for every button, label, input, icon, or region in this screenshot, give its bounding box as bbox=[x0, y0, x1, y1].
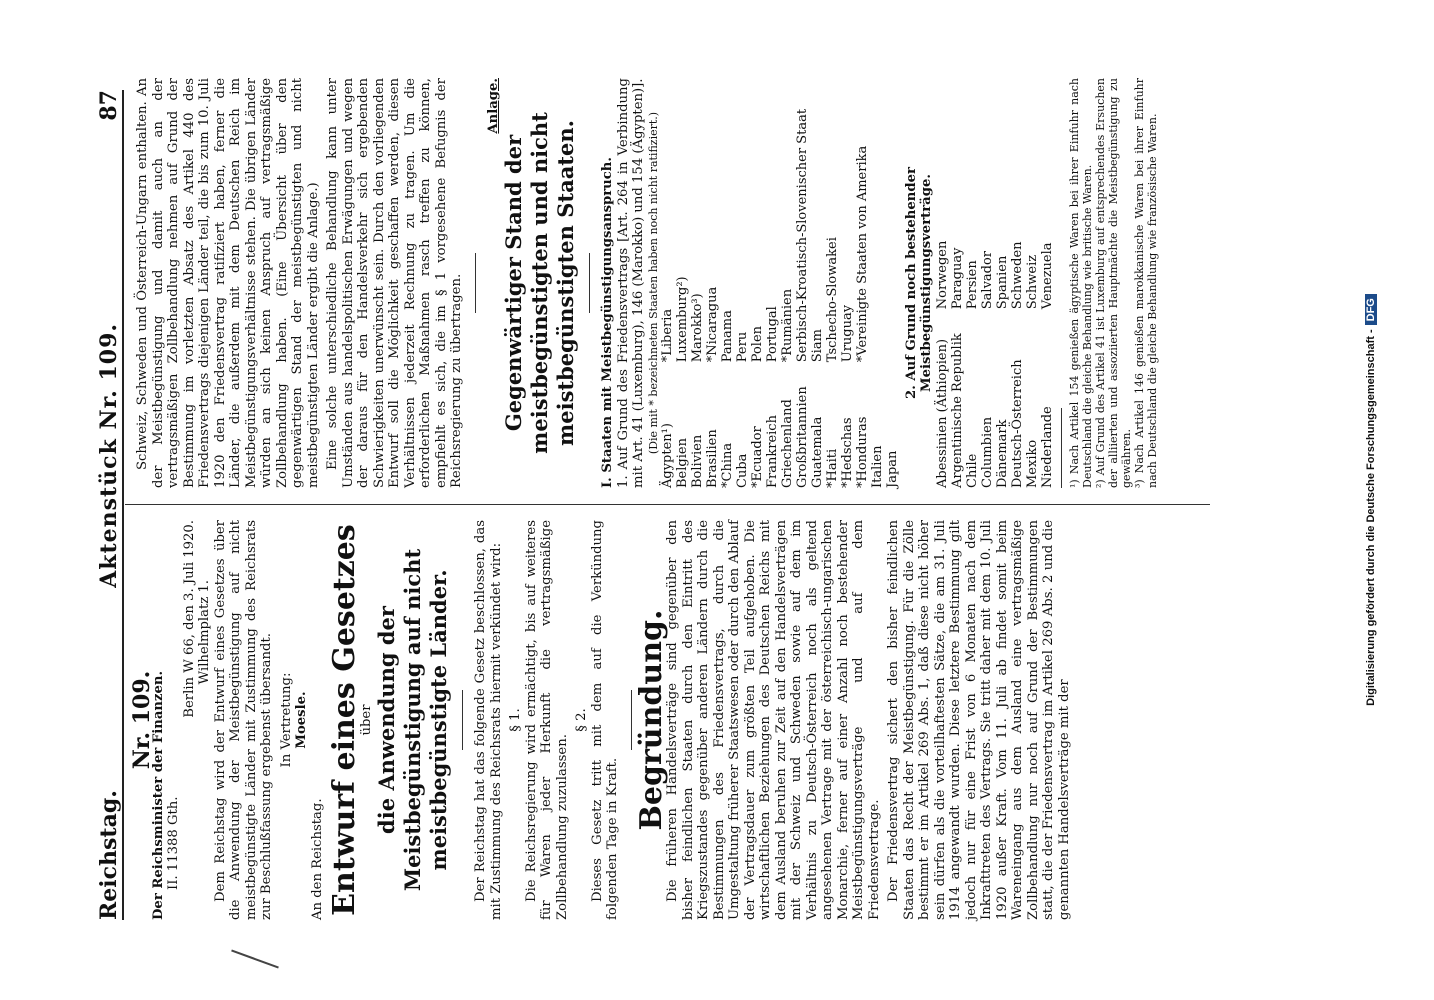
sender: Der Reichsminister der Finanzen. bbox=[150, 670, 166, 920]
state-item: Peru bbox=[734, 331, 750, 363]
state-item: Tschecho-Slowakei bbox=[824, 237, 840, 363]
header-left: Reichstag. bbox=[96, 790, 122, 920]
section-1-2: 2. Auf Grund noch bestehender Meistbegünstigungsverträge. bbox=[903, 167, 934, 399]
anlage-title: Gegenwärtiger Stand der meistbegünstigten und nicht meistbegünstigten Staaten. bbox=[501, 112, 578, 454]
state-item: Salvador bbox=[979, 250, 995, 310]
addressee: An den Reichstag. bbox=[309, 798, 325, 920]
separator bbox=[475, 253, 476, 313]
state-item: *Liberia bbox=[659, 308, 675, 363]
state-item: *Rumänien bbox=[779, 288, 795, 363]
state-item: Japan bbox=[884, 450, 900, 488]
para-1-head: § 1. bbox=[508, 708, 523, 732]
state-item: Frankreich bbox=[764, 415, 780, 488]
reference: II. 11388 Gth. bbox=[166, 796, 181, 890]
separator bbox=[589, 253, 590, 313]
states-list-2 bbox=[935, 78, 1055, 488]
separator bbox=[631, 690, 632, 750]
states-list-1 bbox=[660, 78, 900, 488]
para-1: Die Reichsregierung wird ermächtigt, bis auf weiteres für Waren jeder Herkunft die vertragsmäßige Zollbehandlung zuzulassen. bbox=[523, 520, 570, 920]
state-item: *Vereinigte Staaten von Amerika bbox=[854, 145, 870, 363]
state-item: Spanien bbox=[994, 255, 1010, 310]
state-item: Ägypten¹) bbox=[659, 423, 675, 488]
left-column bbox=[129, 520, 1076, 920]
para-2-head: § 2. bbox=[574, 708, 589, 732]
state-item: Polen bbox=[749, 325, 765, 363]
address: Wilhelmplatz 1. bbox=[197, 580, 212, 685]
para-2: Dieses Gesetz tritt mit dem auf die Verkündung folgenden Tage in Kraft. bbox=[589, 520, 620, 920]
state-item: Italien bbox=[869, 445, 885, 488]
anlage-label: Anlage. bbox=[485, 78, 501, 134]
law-subtitle: die Anwendung der Meistbegünstigung auf nicht meistbegünstigte Länder. bbox=[374, 548, 451, 892]
states-list-a bbox=[660, 386, 900, 488]
state-item: Venezuela bbox=[1039, 242, 1055, 310]
state-item: *China bbox=[719, 442, 735, 488]
column-divider bbox=[125, 504, 1210, 505]
pen-mark bbox=[231, 950, 279, 969]
right-column bbox=[135, 78, 1159, 488]
dfg-logo: DFG bbox=[1365, 294, 1377, 325]
state-item: Belgien bbox=[674, 438, 690, 488]
state-item: Brasilien bbox=[704, 429, 720, 488]
state-item: Argentinische Republik bbox=[949, 333, 965, 488]
in-vertretung: In Vertretung: bbox=[278, 672, 294, 768]
place-date: Berlin W 66, den 3. Juli 1920. bbox=[181, 520, 197, 718]
page-header bbox=[92, 90, 124, 920]
state-item: Chile bbox=[964, 453, 980, 488]
state-item: Mexiko bbox=[1024, 439, 1040, 488]
begruendung-cont: Schweiz, Schweden und Österreich-Ungarn enthalten. An der Meistbegünstigung und damit auch an der vertragsmäßigen Zollbehandlung nehmen auf Grund der Bestimmung im vorletzten Absatz des Artikel 440 des Friedensvertrags diejenigen Länder teil, die bis zum 10. Juli 1920 den Friedensvertrag ratifiziert haben, ferner die Länder, die außerdem mit dem Deutschen Reich im Meistbegünstigungsverhältnisse stehen. Die übrigen Länder würden an sich keinen Anspruch auf vertragsmäßige Zollbehandlung haben. (Eine Übersicht über den gegenwärtigen Stand der meistbegünstigten und nicht meistbegünstigten Länder ergibt die Anlage.) bbox=[135, 78, 321, 488]
law-title: Entwurf eines Gesetzes bbox=[327, 524, 362, 916]
header-center: Aktenstück Nr. 109. bbox=[96, 322, 122, 588]
state-item: *Nicaragua bbox=[704, 286, 720, 363]
state-item: Dänemark bbox=[994, 419, 1010, 488]
ueber: über bbox=[358, 704, 374, 736]
state-item: Norwegen bbox=[934, 240, 950, 310]
footnote-3: ³) Nach Artikel 146 genießen marokkanische Waren bei ihrer Einfuhr nach Deutschland die gleiche Behandlung wie französische Waren. bbox=[1132, 78, 1159, 488]
states-list-b bbox=[660, 109, 900, 362]
footnote-rule bbox=[1061, 408, 1062, 488]
begruendung-title: Begründung. bbox=[633, 609, 669, 831]
state-item: Panama bbox=[719, 310, 735, 363]
begruendung-2: Der Friedensvertrag sichert den bisher feindlichen Staaten das Recht der Meistbegünstigung. Für die Zölle bestimmt er im Artikel 269 Abs. 1, daß diese nicht höher sein dürfen als die vorteilhaftesten Sätze, die am 31. Juli 1914 angewandt wurden. Diese letztere Bestimmung gilt jedoch nur für eine Frist von 6 Monaten nach dem Inkrafttreten des Vertrags. Sie tritt daher mit dem 10. Juli 1920 außer Kraft. Vom 11. Juli ab findet somit beim Wareneingang aus dem Ausland eine vertragsmäßige Zollbehandlung nur noch auf Grund der Bestimmungen statt, die der Friedensvertrag im Artikel 269 Abs. 2 und die genannten Handelsverträge mit der bbox=[886, 520, 1072, 920]
state-item: Abessinien (Äthiopien) bbox=[934, 338, 950, 488]
state-item: *Honduras bbox=[854, 416, 870, 488]
state-item: Uruguay bbox=[839, 304, 855, 363]
state-item: Portugal bbox=[764, 306, 780, 363]
state-item: Columbien bbox=[979, 416, 995, 488]
ratification-note: (Die mit * bezeichneten Staaten haben noch nicht ratifiziert.) bbox=[646, 111, 660, 455]
begruendung-1: Die früheren Handelsverträge sind gegenüber den bisher feindlichen Staaten durch den Eintritt des Kriegszustandes gegenüber anderen Ländern durch die Bestimmungen des Friedensvertrags, durch die Umgestaltung früherer Staatswesen oder durch den Ablauf der Vertragsdauer zum größten Teil aufgehoben. Die wirtschaftlichen Beziehungen des Deutschen Reichs mit dem Ausland beruhen zur Zeit auf den Handelsverträgen mit der Schweiz und Schweden sowie auf dem im Verhältnis zu Deutsch-Österreich noch als geltend angesehenen Vertrage mit der österreichisch-ungarischen Monarchie, ferner auf einer Anzahl noch bestehender Meistbegünstigungsverträge und auf dem Friedensvertrage. bbox=[665, 520, 882, 920]
separator bbox=[462, 690, 463, 750]
state-item: Cuba bbox=[734, 453, 750, 488]
state-item: *Hedschas bbox=[839, 417, 855, 488]
state-item: Griechenland bbox=[779, 399, 795, 488]
states-list-c bbox=[935, 333, 1055, 488]
state-item: Schweiz bbox=[1024, 254, 1040, 310]
preamble: Der Reichstag hat das folgende Gesetz beschlossen, das mit Zustimmung des Reichsrats hiermit verkündet wird: bbox=[473, 520, 504, 920]
state-item: Paraguay bbox=[949, 247, 965, 310]
cover-letter: Dem Reichstag wird der Entwurf eines Gesetzes über die Anwendung der Meistbegünstigung auf nicht meistbegünstigte Länder mit Zustimmung des Reichsrats zur Beschlußfassung ergebenst übersandt. bbox=[212, 520, 274, 920]
state-item: *Ecuador bbox=[749, 426, 765, 488]
state-item: *Haiti bbox=[824, 448, 840, 488]
state-item: Großbritannien bbox=[794, 386, 810, 488]
state-item: Siam bbox=[809, 329, 825, 363]
state-item: Persien bbox=[964, 260, 980, 310]
state-item: Schweden bbox=[1009, 241, 1025, 310]
footnote-1: ¹) Nach Artikel 154 genießen ägyptische Waren bei ihrer Einfuhr nach Deutschland die gleiche Behandlung wie britische Waren. bbox=[1067, 78, 1094, 488]
state-item: Deutsch-Österreich bbox=[1009, 359, 1025, 488]
begruendung-cont-2: Eine solche unterschiedliche Behandlung kann unter Umständen aus handelspolitischen Erwägungen und wegen der daraus für den Handelsverkehr sich ergebenden Schwierigkeiten unerwünscht sein. Durch den vorliegenden Entwurf soll die Möglichkeit geschaffen werden, diesen Verhältnissen jederzeit Rechnung zu tragen. Um die erforderlichen Maßnahmen rasch treffen zu können, empfiehlt es sich, die im § 1 vorgesehene Befugnis der Reichsregierung zu übertragen. bbox=[325, 78, 464, 488]
nr-title: Nr. 109. bbox=[129, 670, 155, 770]
section-1-1: 1. Auf Grund des Friedensvertrags [Art. 264 in Verbindung mit Art. 41 (Luxemburg), 146 (Marokko) und 154 (Ägypten)]. bbox=[615, 78, 646, 488]
state-item: Marokko³) bbox=[689, 293, 705, 363]
state-item: Niederlande bbox=[1039, 406, 1055, 488]
state-item: Luxemburg²) bbox=[674, 276, 690, 363]
signature: Moesle. bbox=[294, 691, 309, 749]
page-number: 87 bbox=[96, 90, 122, 121]
state-item: Guatemala bbox=[809, 416, 825, 488]
state-item: Serbisch-Kroatisch-Slovenischer Staat bbox=[794, 108, 810, 363]
footnote-2: ²) Auf Grund des Artikel 41 ist Luxemburg auf entsprechendes Ersuchen der alliierten und assoziierten Hauptmächte die Meistbegünstigung zu gewähren. bbox=[1093, 78, 1133, 488]
section-1-title: I. Staaten mit Meistbegünstigungsanspruch. bbox=[600, 157, 615, 488]
stamp-text: Digitalisierung gefördert durch die Deutsche Forschungsgemeinschaft - bbox=[1365, 329, 1377, 706]
states-list-d bbox=[935, 241, 1055, 310]
digitization-stamp bbox=[1365, 50, 1377, 950]
state-item: Bolivien bbox=[689, 434, 705, 488]
